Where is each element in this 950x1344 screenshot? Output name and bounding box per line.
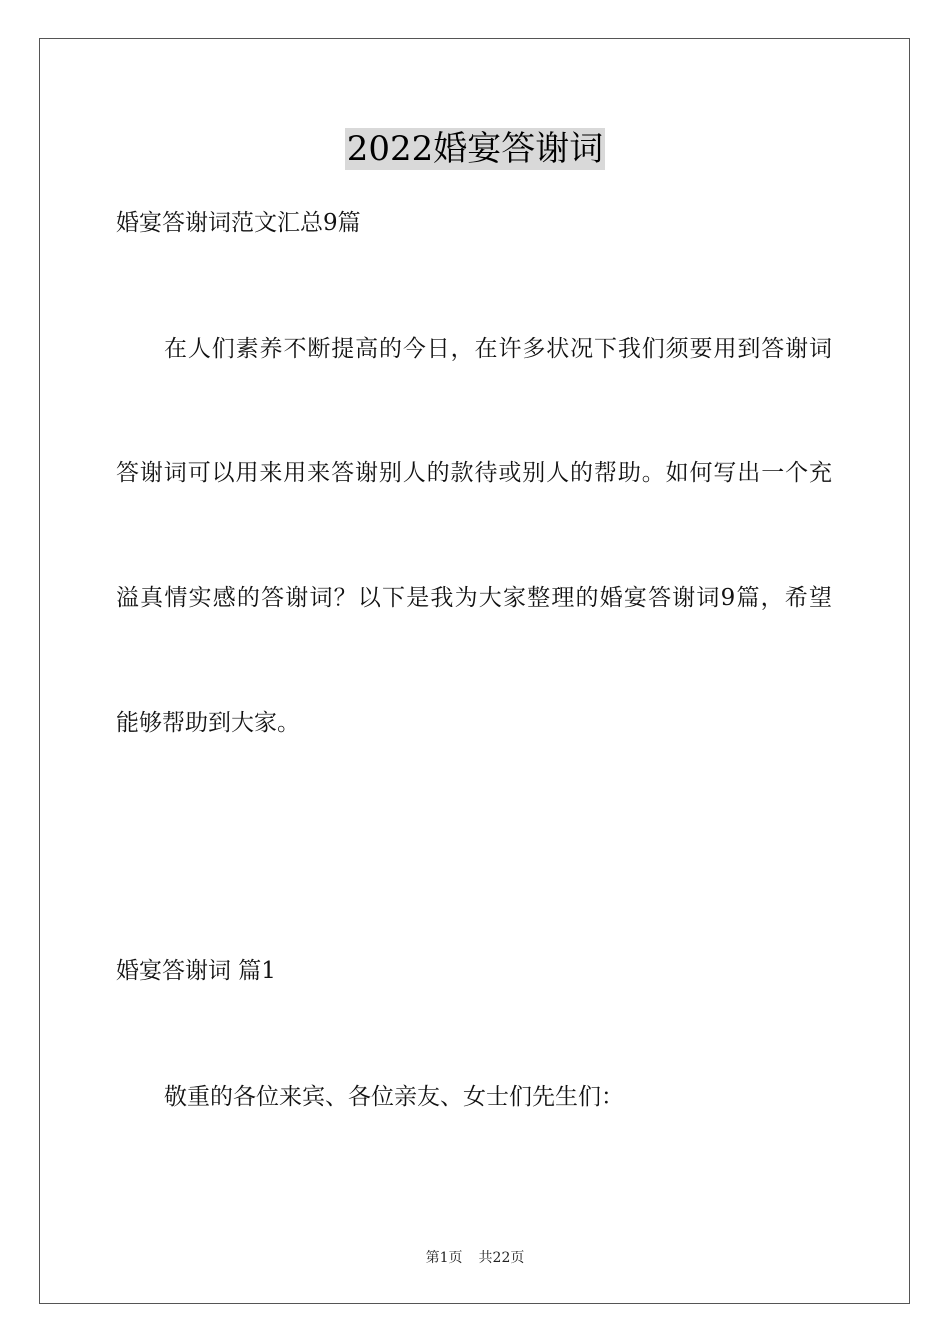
title-wrap xyxy=(0,128,950,170)
document-subtitle: 婚宴答谢词范文汇总9篇 xyxy=(116,210,361,236)
salutation: 敬重的各位来宾、各位亲友、女士们先生们： xyxy=(164,1084,624,1110)
page-footer xyxy=(0,1249,950,1267)
intro-line-3: 溢真情实感的答谢词？以下是我为大家整理的婚宴答谢词9篇，希望 xyxy=(116,585,832,611)
document-title: 2022婚宴答谢词 xyxy=(346,129,604,169)
page-number: 第1页 xyxy=(425,1250,463,1266)
intro-line-2: 答谢词可以用来用来答谢别人的款待或别人的帮助。如何写出一个充 xyxy=(116,460,832,486)
page-total: 共22页 xyxy=(478,1250,525,1266)
intro-line-4: 能够帮助到大家。 xyxy=(116,710,300,736)
intro-line-1: 在人们素养不断提高的今日，在许多状况下我们须要用到答谢词 xyxy=(164,336,832,362)
section-heading: 婚宴答谢词 篇1 xyxy=(116,958,276,984)
